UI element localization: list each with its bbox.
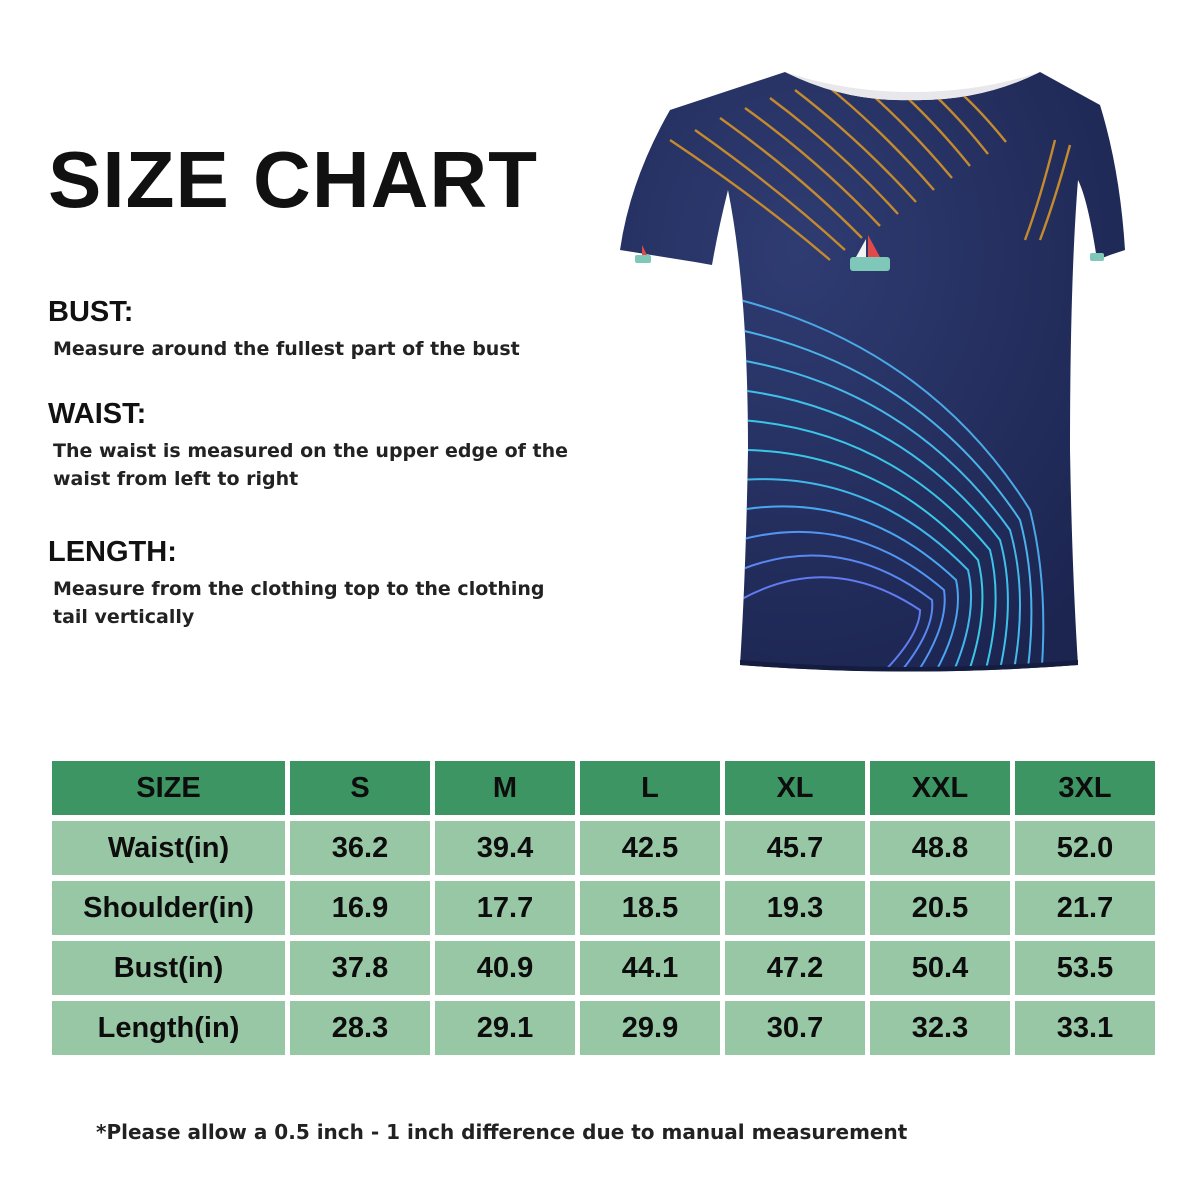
table-header-row (52, 761, 1155, 815)
header-cell: L (580, 761, 720, 815)
table-cell: 48.8 (870, 821, 1010, 875)
bust-heading: BUST: (48, 296, 134, 328)
table-cell: 44.1 (580, 941, 720, 995)
bust-measurement (48, 298, 608, 363)
table-cell: 47.2 (725, 941, 865, 995)
table-cell: 36.2 (290, 821, 430, 875)
table-cell: 42.5 (580, 821, 720, 875)
table-cell: 29.1 (435, 1001, 575, 1055)
table-cell: 28.3 (290, 1001, 430, 1055)
bust-description: Measure around the fullest part of the bust (53, 338, 520, 360)
length-heading: LENGTH: (48, 536, 177, 568)
table-cell: 16.9 (290, 881, 430, 935)
waist-measurement (48, 400, 593, 493)
header-cell: XXL (870, 761, 1010, 815)
table-row (52, 941, 1155, 995)
header-cell: M (435, 761, 575, 815)
table-cell: 18.5 (580, 881, 720, 935)
table-cell: 33.1 (1015, 1001, 1155, 1055)
length-description: Measure from the clothing top to the clothing tail vertically (53, 578, 545, 628)
length-measurement (48, 538, 583, 631)
table-cell: 21.7 (1015, 881, 1155, 935)
page-title: SIZE CHART (48, 135, 538, 224)
header-cell: SIZE (52, 761, 285, 815)
table-row (52, 821, 1155, 875)
tshirt-image (600, 50, 1180, 690)
header-cell: S (290, 761, 430, 815)
table-cell: 19.3 (725, 881, 865, 935)
table-cell: 30.7 (725, 1001, 865, 1055)
header-cell: 3XL (1015, 761, 1155, 815)
size-table (47, 755, 1160, 1061)
waist-description: The waist is measured on the upper edge of the waist from left to right (53, 440, 569, 490)
table-cell: 45.7 (725, 821, 865, 875)
table-cell: 32.3 (870, 1001, 1010, 1055)
row-label-cell: Waist(in) (52, 821, 285, 875)
table-cell: 53.5 (1015, 941, 1155, 995)
header-cell: XL (725, 761, 865, 815)
row-label-cell: Shoulder(in) (52, 881, 285, 935)
table-cell: 17.7 (435, 881, 575, 935)
table-cell: 52.0 (1015, 821, 1155, 875)
measurement-note: *Please allow a 0.5 inch - 1 inch difference due to manual measurement (96, 1120, 908, 1144)
table-cell: 50.4 (870, 941, 1010, 995)
table-row (52, 881, 1155, 935)
right-sleeve-logo-icon (1090, 253, 1104, 261)
row-label-cell: Length(in) (52, 1001, 285, 1055)
row-label-cell: Bust(in) (52, 941, 285, 995)
table-cell: 20.5 (870, 881, 1010, 935)
table-cell: 37.8 (290, 941, 430, 995)
table-cell: 39.4 (435, 821, 575, 875)
table-cell: 29.9 (580, 1001, 720, 1055)
table-cell: 40.9 (435, 941, 575, 995)
table-row (52, 1001, 1155, 1055)
waist-heading: WAIST: (48, 398, 147, 430)
